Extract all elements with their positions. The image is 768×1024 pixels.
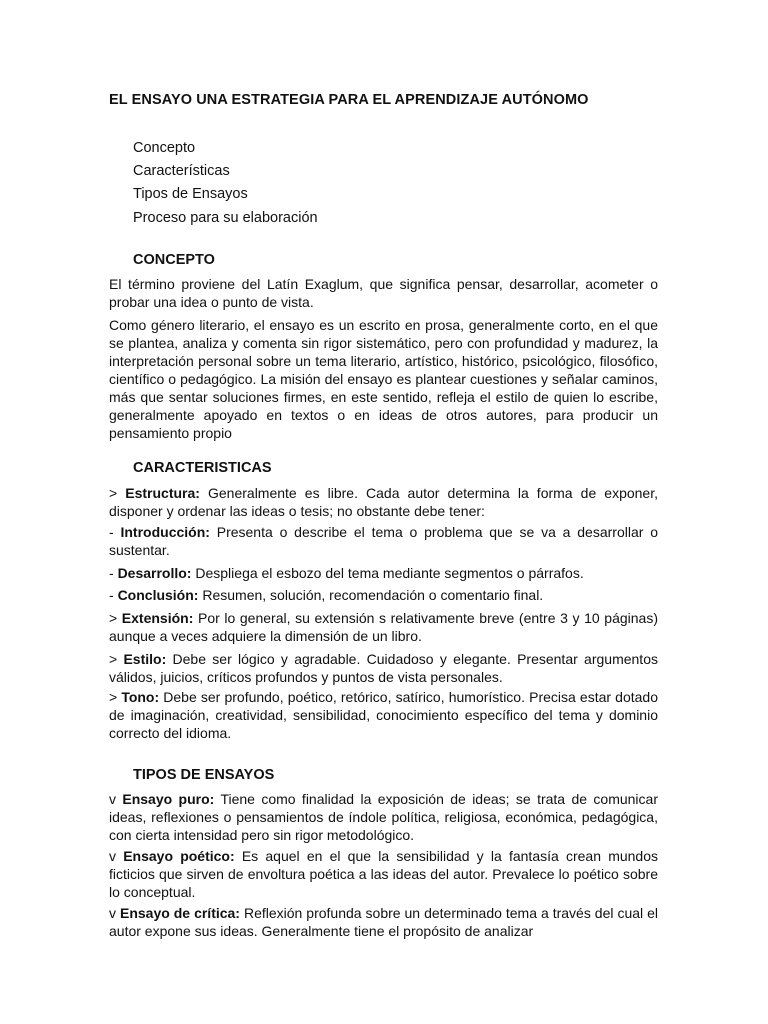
concepto-paragraph-1: El término proviene del Latín Exaglum, que significa pensar, desarrollar, acometer o probar una idea o punto de vista. bbox=[109, 276, 658, 310]
item-text: Debe ser profundo, poético, retórico, satírico, humorístico. Precisa estar dotado de imaginación, creatividad, sensibilidad, conocimiento específico del tema y dominio correcto del idioma. bbox=[109, 689, 658, 741]
tipo-item bbox=[109, 904, 658, 940]
section-heading-tipos: TIPOS DE ENSAYOS bbox=[133, 767, 275, 783]
caracteristica-item bbox=[109, 586, 658, 604]
item-label: Ensayo de crítica: bbox=[119, 905, 240, 921]
item-text: Generalmente es libre. Cada autor determina la forma de exponer, disponer y ordenar las ideas o tesis; no obstante debe tener: bbox=[109, 485, 658, 519]
item-label: Desarrollo: bbox=[117, 565, 192, 581]
item-text: Despliega el esbozo del tema mediante segmentos o párrafos. bbox=[191, 565, 584, 581]
item-prefix: > bbox=[109, 651, 124, 667]
document-title: EL ENSAYO UNA ESTRATEGIA PARA EL APRENDIZAJE AUTÓNOMO bbox=[109, 92, 589, 108]
caracteristica-item bbox=[109, 688, 658, 742]
item-text: Presenta o describe el tema o problema que se va a desarrollar o sustentar. bbox=[109, 524, 658, 558]
item-text: Tiene como finalidad la exposición de ideas; se trata de comunicar ideas, reflexiones o pensamientos de índole política, religiosa, económica, pedagógica, con cierta intensidad pero sin rigor metodológico. bbox=[109, 791, 658, 843]
item-text: Por lo general, su extensión s relativamente breve (entre 3 y 10 páginas) aunque a veces adquiere la dimensión de un libro. bbox=[109, 610, 658, 644]
item-prefix: > bbox=[109, 610, 122, 626]
toc-item: Concepto bbox=[133, 140, 196, 156]
tipo-item bbox=[109, 847, 658, 901]
item-label: Introducción: bbox=[120, 524, 210, 540]
toc-item: Tipos de Ensayos bbox=[133, 186, 248, 203]
toc-item: Proceso para su elaboración bbox=[133, 209, 318, 226]
item-prefix: v bbox=[109, 848, 124, 864]
concepto-paragraph-2: Como género literario, el ensayo es un escrito en prosa, generalmente corto, en el que se plantea, analiza y comenta sin rigor sistemático, pero con profundidad y madurez, la interpretación personal sobre un tema literario, artístico, histórico, psicológico, filosófico, científico o pedagógico. La misión del ensayo es plantear cuestiones y señalar caminos, más que sentar soluciones firmes, en este sentido, refleja el estilo de quien lo escribe, generalmente apoyado en textos o en ideas de otros autores, para producir un pensamiento propio bbox=[109, 317, 658, 441]
item-prefix: - bbox=[109, 587, 118, 603]
item-text: Resumen, solución, recomendación o comentario final. bbox=[198, 587, 544, 603]
item-label: Tono: bbox=[121, 689, 160, 705]
item-prefix: v bbox=[109, 905, 120, 921]
item-label: Conclusión: bbox=[117, 587, 199, 603]
item-prefix: > bbox=[109, 485, 126, 501]
tipo-item bbox=[109, 790, 658, 844]
item-prefix: v bbox=[109, 791, 123, 807]
item-label: Ensayo poético: bbox=[123, 848, 235, 864]
item-label: Extensión: bbox=[121, 610, 194, 626]
item-prefix: > bbox=[109, 689, 122, 705]
item-label: Ensayo puro: bbox=[122, 791, 215, 807]
item-prefix: - bbox=[109, 524, 121, 540]
caracteristica-item bbox=[109, 523, 658, 559]
item-label: Estructura: bbox=[125, 485, 200, 501]
table-of-contents bbox=[133, 137, 318, 230]
caracteristica-item bbox=[109, 484, 658, 520]
caracteristica-item bbox=[109, 609, 658, 645]
item-text: Reflexión profunda sobre un determinado tema a través del cual el autor expone sus ideas. Generalmente tiene el propósito de analizar bbox=[109, 905, 659, 939]
toc-item: Características bbox=[133, 163, 230, 180]
item-prefix: - bbox=[109, 565, 118, 581]
item-text: Es aquel en el que la sensibilidad y la fantasía crean mundos ficticios que sirven de envoltura poética a las ideas del autor. Prevalece lo poético sobre lo conceptual. bbox=[109, 848, 658, 900]
section-heading-concepto: CONCEPTO bbox=[133, 252, 215, 268]
item-label: Estilo: bbox=[123, 651, 167, 667]
item-text: Debe ser lógico y agradable. Cuidadoso y elegante. Presentar argumentos válidos, juicios, críticos profundos y puntos de vista personales. bbox=[109, 651, 658, 685]
section-heading-caracteristicas: CARACTERISTICAS bbox=[133, 460, 272, 476]
caracteristica-item bbox=[109, 564, 658, 582]
caracteristica-item bbox=[109, 650, 658, 686]
